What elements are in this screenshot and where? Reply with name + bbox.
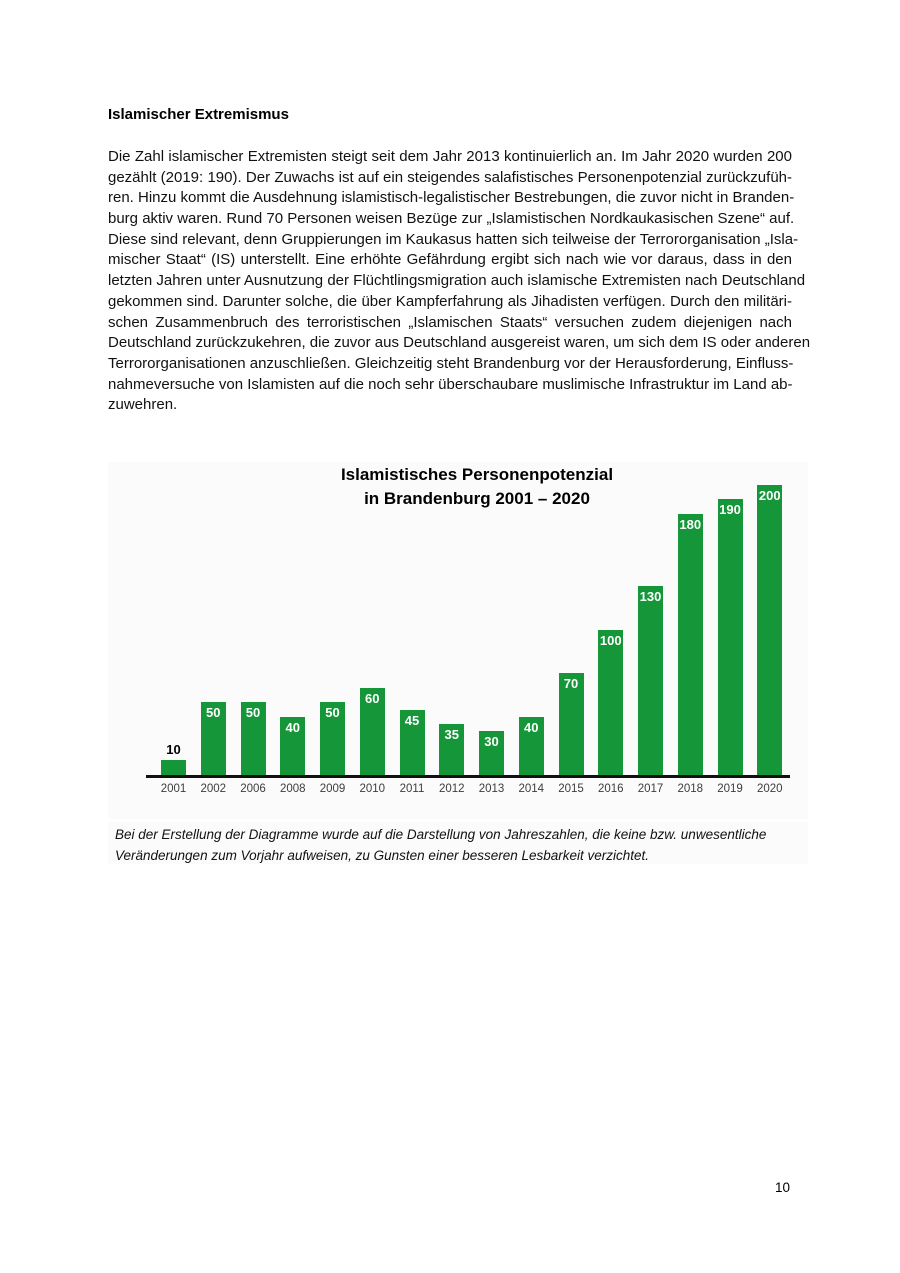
chart-title-line1: Islamistisches Personenpotenzial — [340, 465, 614, 484]
bar-value-label: 10 — [166, 742, 181, 757]
bar-2001 — [161, 760, 186, 775]
x-axis-tick-label: 2013 — [478, 783, 505, 795]
bar-value-label: 70 — [563, 676, 579, 691]
page-number: 10 — [774, 1180, 790, 1195]
bar-2017 — [638, 586, 663, 775]
x-axis-tick-label: 2008 — [279, 783, 306, 795]
bar-value-label: 50 — [245, 705, 261, 720]
x-axis-tick-label: 2011 — [399, 783, 425, 795]
bar-value-label: 30 — [484, 734, 499, 749]
paragraph-line: mischer Staat“ (IS) unterstellt. Eine erhöhte Gefährdung ergibt sich nach wie vor daraus, dass in den — [108, 251, 792, 269]
x-axis-tick-label: 2009 — [319, 783, 346, 795]
paragraph-line: zuwehren. — [108, 396, 178, 414]
bar-value-label: 40 — [524, 720, 539, 735]
bar-value-label: 190 — [719, 502, 741, 517]
x-axis-tick-label: 2015 — [558, 783, 584, 795]
x-axis-tick-label: 2001 — [160, 783, 187, 795]
x-axis-tick-label: 2018 — [677, 783, 704, 795]
bar-value-label: 100 — [599, 633, 622, 648]
paragraph-line: Diese sind relevant, denn Gruppierungen im Kaukasus hatten sich teilweise der Terrororganisation „Isla- — [108, 230, 799, 248]
x-axis-tick-label: 2014 — [518, 783, 545, 795]
body-paragraph — [108, 147, 811, 416]
x-axis-tick-label: 2012 — [438, 783, 465, 795]
x-axis-tick-label: 2010 — [359, 783, 386, 795]
bar-value-label: 180 — [679, 517, 702, 532]
x-axis-tick-label: 2019 — [717, 783, 743, 795]
paragraph-line: gekommen sind. Darunter solche, die über Kampferfahrung als Jihadisten verfügen. Durch den militäri- — [108, 292, 792, 310]
bar-value-label: 35 — [444, 727, 459, 742]
paragraph-line: Terrororganisationen anzuschließen. Gleichzeitig steht Brandenburg vor der Herausforderung, Einfluss- — [108, 354, 794, 372]
bar-value-label: 45 — [404, 713, 420, 728]
bar-value-label: 50 — [206, 705, 221, 720]
x-axis-tick-label: 2002 — [200, 783, 227, 795]
paragraph-line: Deutschland zurückzukehren, die zuvor aus Deutschland ausgereist waren, um sich dem IS oder anderen — [108, 334, 811, 352]
paragraph-line: nahmeversuche von Islamisten auf die noch sehr überschaubare muslimische Infrastruktur im Land ab- — [108, 375, 793, 393]
paragraph-line: gezählt (2019: 190). Der Zuwachs ist auf ein steigendes salafistisches Personenpotenzial zurückzufüh- — [108, 168, 792, 186]
x-axis-tick-label: 2020 — [756, 783, 783, 795]
bar-chart-plot — [108, 462, 808, 819]
bar-value-label: 40 — [285, 720, 300, 735]
bar-2018 — [678, 514, 703, 775]
bar-2020 — [757, 485, 782, 775]
paragraph-line: schen Zusammenbruch des terroristischen „Islamischen Staats“ versuchen zudem diejenigen nach — [108, 313, 792, 331]
bar-2016 — [598, 630, 623, 775]
chart-footnote-line1: Bei der Erstellung der Diagramme wurde auf die Darstellung von Jahreszahlen, die keine bzw. unwesentliche — [115, 827, 767, 842]
bar-2019 — [718, 499, 743, 775]
x-axis-tick-label: 2006 — [240, 783, 266, 795]
chart-image — [108, 462, 808, 819]
x-axis-tick-label: 2017 — [637, 783, 664, 795]
bar-value-label: 130 — [639, 589, 662, 604]
paragraph-line: letzten Jahren unter Ausnutzung der Flüchtlingsmigration auch islamische Extremisten nach Deutschland — [108, 272, 806, 290]
chart-title-line2: in Brandenburg 2001 – 2020 — [364, 489, 590, 508]
bar-value-label: 200 — [758, 488, 781, 503]
paragraph-line: burg aktiv waren. Rund 70 Personen weisen Bezüge zur „Islamistischen Nordkaukasischen Szene“ auf. — [108, 210, 795, 228]
bar-value-label: 60 — [365, 691, 380, 706]
section-heading: Islamischer Extremismus — [108, 106, 289, 123]
paragraph-line: Die Zahl islamischer Extremisten steigt seit dem Jahr 2013 kontinuierlich an. Im Jahr 2020 wurden 200 — [108, 148, 792, 165]
paragraph-line: ren. Hinzu kommt die Ausdehnung islamistisch-legalistischer Bestrebungen, die zuvor nicht in Branden- — [108, 189, 795, 207]
x-axis-line — [146, 775, 790, 778]
chart-footnote-line2: Veränderungen zum Vorjahr aufweisen, zu Gunsten einer besseren Lesbarkeit verzichtet. — [115, 848, 650, 863]
chart-footnote — [108, 822, 808, 864]
x-axis-tick-label: 2016 — [597, 783, 624, 795]
bar-value-label: 50 — [325, 705, 340, 720]
